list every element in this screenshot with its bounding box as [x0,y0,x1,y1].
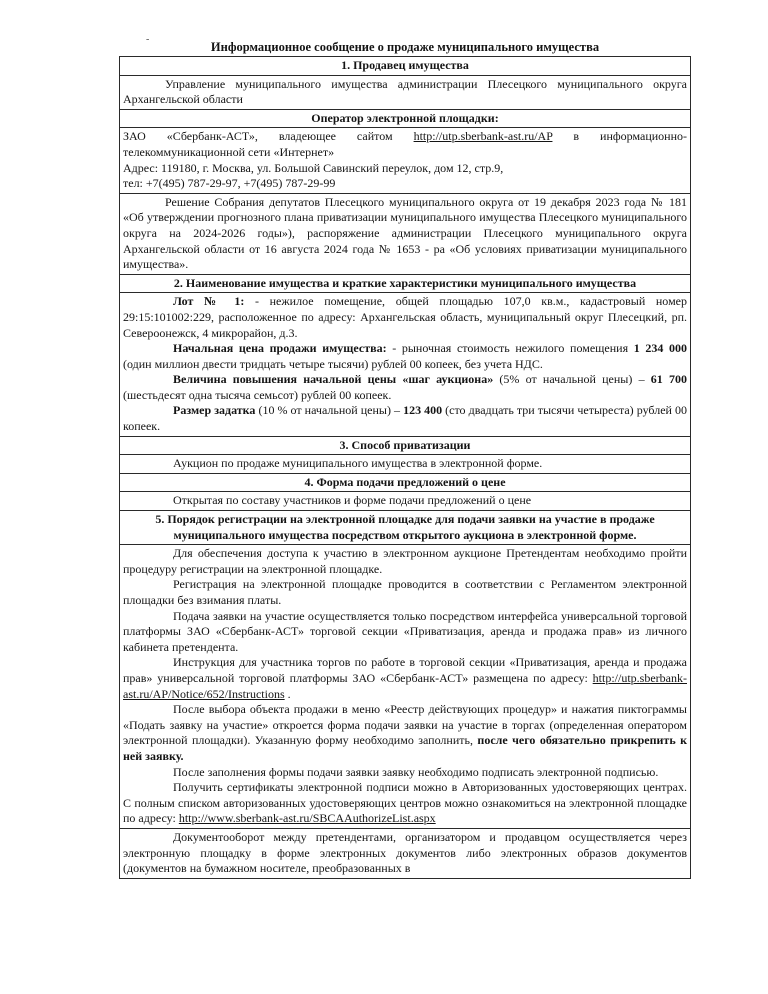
lot-text: Лот № 1: - нежилое помещение, общей площадью 107,0 кв.м., кадастровый номер 29:15:101002:229, расположенное по адресу: Архангельская область, муниципальный округ Плесецкий, рп. Североонежск, 4 микрорайон, д.3. [123,294,687,340]
registration-p7: Получить сертификаты электронной подписи можно в Авторизованных удостоверяющих центрах. С полным списком авторизованных удостоверяющих центров можно ознакомиться на электронной площадке по адресу: http://www.sberbank-ast.ru/SBCAAuthorizeList.aspx [123,780,687,826]
section-3-heading: 3. Способ приватизации [120,436,691,455]
method-cell [120,455,691,474]
decision-text: Решение Собрания депутатов Плесецкого муниципального округа от 19 декабря 2023 года № 181 «Об утверждении прогнозного плана приватизации муниципального имущества Плесецкого муниципального округа на 2024-2026 годы»), распоряжение администрации Плесецкого муниципального округа Архангельской области от 16 августа 2024 года № 1653 - ра «Об условиях приватизации муниципального имущества». [123,194,687,272]
registration-p4: Инструкция для участника торгов по работе в торговой секции «Приватизация, аренда и продажа прав» универсальной торговой платформы ЗАО «Сбербанк-АСТ» размещена по адресу: http://utp.sberbank-ast.ru/AP/Notice/652/Instructions . [123,655,687,701]
section-5-heading: 5. Порядок регистрации на электронной площадке для подачи заявки на участие в продаже муниципального имущества посредством открытого аукциона в электронной форме. [120,511,691,545]
method-text: Аукцион по продаже муниципального имущества в электронной форме. [173,456,543,471]
bid-form-text: Открытая по составу участников и форме подачи предложений о цене [173,493,532,508]
operator-address: Адрес: 119180, г. Москва, ул. Большой Савинский переулок, дом 12, стр.9, [123,160,504,175]
bid-form-cell [120,492,691,511]
decision-cell [120,193,691,274]
seller-text: Управление муниципального имущества администрации Плесецкого муниципального округа Архангельской области [123,76,687,107]
corner-mark: - [146,34,150,45]
section-4-heading: 4. Форма подачи предложений о цене [120,473,691,492]
certificate-centers-link[interactable]: http://www.sberbank-ast.ru/SBCAAuthorizeList.aspx [178,811,436,826]
operator-heading: Оператор электронной площадки: [120,109,691,128]
operator-phones: тел: +7(495) 787-29-97, +7(495) 787-29-99 [123,176,336,191]
operator-cell [120,128,691,193]
operator-site-link[interactable]: http://utp.sberbank-ast.ru/AP [413,129,553,144]
registration-p2: Регистрация на электронной площадке проводится в соответствии с Регламентом электронной площадки без взимания платы. [123,577,687,607]
section-2-heading: 2. Наименование имущества и краткие характеристики муниципального имущества [120,274,691,293]
operator-text: ЗАО «Сбербанк-АСТ», владеющее сайтом http://utp.sberbank-ast.ru/AP в информационно-телекоммуникационной сети «Интернет» [123,129,687,159]
section-1-heading: 1. Продавец имущества [120,57,691,76]
registration-p1: Для обеспечения доступа к участию в электронном аукционе Претендентам необходимо пройти процедуру регистрации на электронной площадке. [123,546,687,576]
document-flow-text: Документооборот между претендентами, организатором и продавцом осуществляется через электронную площадку в форме электронных документов либо электронных образов документов (документов на бумажном носителе, преобразованных в [123,829,687,876]
property-cell [120,293,691,436]
registration-p6: После заполнения формы подачи заявки заявку необходимо подписать электронной подписью. [173,764,659,779]
deposit-text: Размер задатка (10 % от начальной цены) – 123 400 (сто двадцать три тысячи четыреста) рублей 00 копеек. [123,403,687,434]
info-table [119,56,691,879]
page-title: Информационное сообщение о продаже муниципального имущества [210,40,600,54]
registration-p3: Подача заявки на участие осуществляется только посредством интерфейса универсальной торговой платформы ЗАО «Сбербанк-АСТ» торговой секции «Приватизация, аренда и продажа прав» из личного кабинета претендента. [123,608,687,654]
document-flow-cell [120,828,691,878]
instructions-link[interactable]: http://utp.sberbank-ast.ru/AP/Notice/652/Instructions [123,670,687,701]
document-page [119,40,691,879]
registration-p5: После выбора объекта продажи в меню «Реестр действующих процедур» и нажатия пиктограммы «Подать заявку на участие» откроется форма подачи заявки на участие в торгах (определенная оператором электронной площадки). Указанную форму необходимо заполнить, после чего обязательно прикрепить к ней заявку. [123,702,688,763]
registration-cell [120,545,691,829]
seller-cell [120,75,691,109]
auction-step-text: Величина повышения начальной цены «шаг аукциона» (5% от начальной цены) – 61 700 (шестьдесят одна тысяча семьсот) рублей 00 копеек. [123,372,687,402]
start-price-text: Начальная цена продажи имущества: - рыночная стоимость нежилого помещения 1 234 000 (один миллион двести тридцать четыре тысячи) рублей 00 копеек, без учета НДС. [123,341,687,371]
